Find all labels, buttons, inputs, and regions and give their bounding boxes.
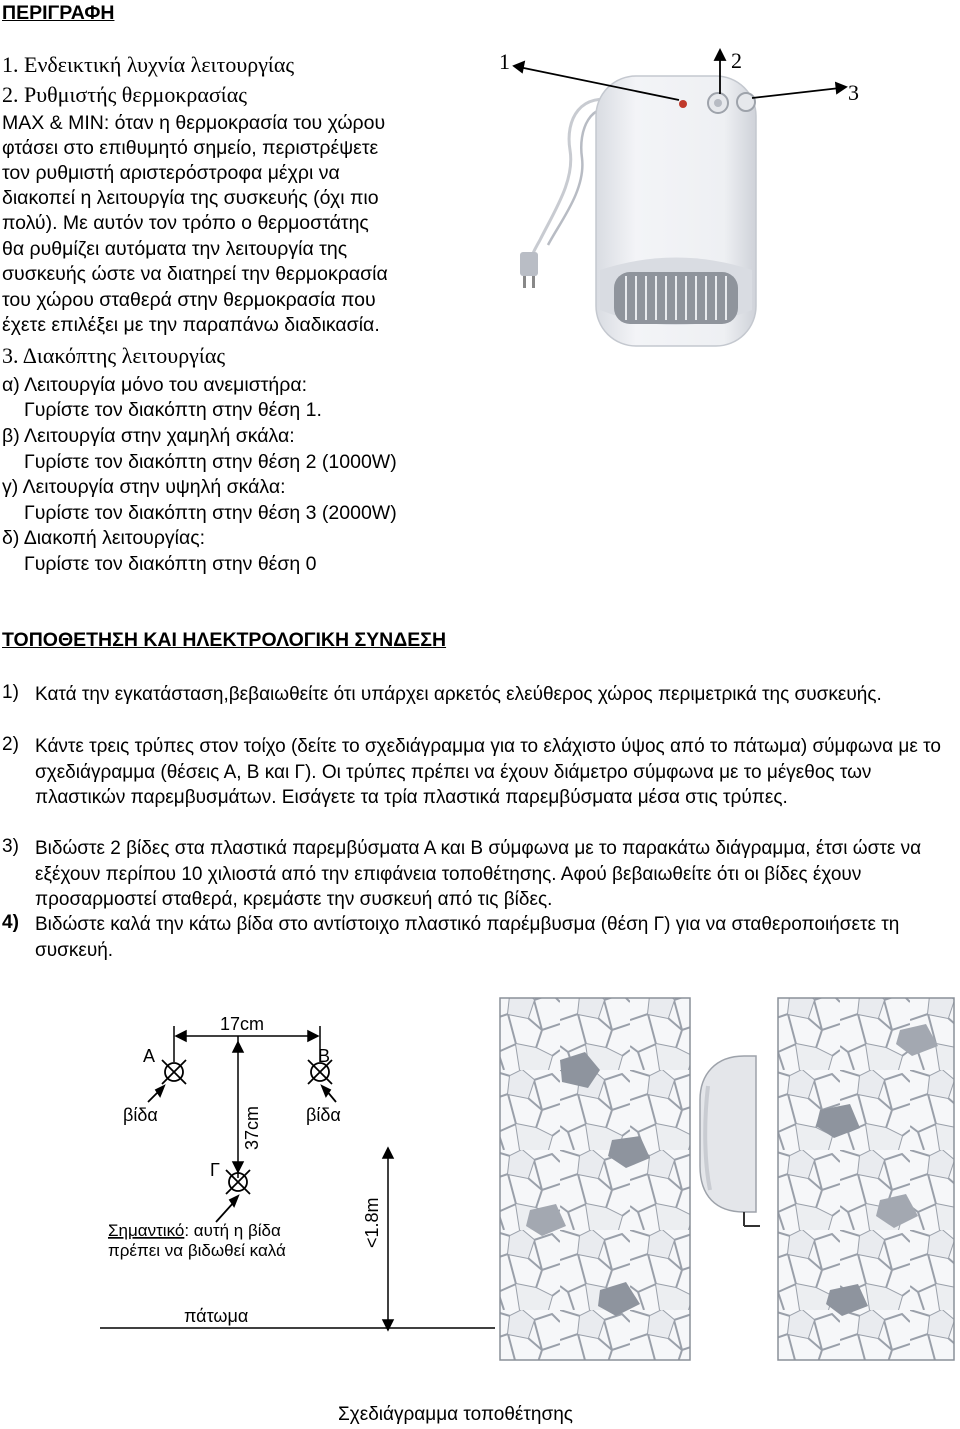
switch-line: Γυρίστε τον διακόπτη στην θέση 1. bbox=[24, 399, 322, 421]
switch-line: Γυρίστε τον διακόπτη στην θέση 3 (2000W) bbox=[24, 502, 397, 524]
important-note-line2: πρέπει να βιδωθεί καλά bbox=[108, 1241, 286, 1260]
label-g: Γ bbox=[210, 1160, 220, 1180]
thermo-line: έχετε επιλέξει με την παραπάνω διαδικασία. bbox=[2, 314, 380, 336]
indicator-lamp bbox=[679, 100, 687, 108]
dimension-height-label: <1.8m bbox=[362, 1197, 382, 1248]
thermo-line: τον ρυθμιστή αριστερόστροφα μέχρι να bbox=[2, 162, 340, 184]
screw-a-icon bbox=[148, 1060, 186, 1102]
label-b: Β bbox=[318, 1046, 331, 1066]
diagram-caption: Σχεδιάγραμμα τοποθέτησης bbox=[338, 1404, 573, 1425]
thermo-line: συσκευής ώστε να διατηρεί την θερμοκρασία bbox=[2, 263, 388, 285]
screw-b-icon bbox=[308, 1060, 336, 1102]
callout-3: 3 bbox=[848, 80, 859, 105]
dimension-vertical-label: 37cm bbox=[242, 1105, 262, 1150]
plug-icon bbox=[520, 252, 538, 288]
step-number: 4) bbox=[2, 912, 19, 933]
note-rest: : αυτή η βίδα bbox=[184, 1221, 281, 1240]
step-text: Κάντε τρεις τρύπες στον τοίχο (δείτε το σχεδιάγραμμα για το ελάχιστο ύψος από το πάτωμα) σύμφωνα με το σχεδιάγραμμα (θέσεις Α, Β και Γ). Οι τρύπες πρέπει να έχουν διάμετρο σύμφωνα με το μέγεθος των πλαστικών παρεμβυσμάτων. Εισάγετε τα τρία πλαστικά παρεμβύσματα μέσα στις τρύπες. bbox=[35, 736, 941, 808]
dimension-ab-label: 17cm bbox=[220, 1014, 265, 1034]
thermo-line: διακοπεί η λειτουργία της συσκευής (όχι πιο bbox=[2, 187, 379, 209]
floor-label: πάτωμα bbox=[184, 1306, 249, 1326]
step-number: 2) bbox=[2, 734, 19, 755]
screw-g-icon bbox=[216, 1170, 250, 1222]
item-power-switch: 3. Διακόπτης λειτουργίας bbox=[2, 343, 226, 368]
important-note bbox=[108, 1221, 281, 1240]
thermo-line: πολύ). Με αυτόν τον τρόπο ο θερμοστάτης bbox=[2, 212, 369, 234]
thermo-line: του χώρου σταθερά στην θερμοκρασία που bbox=[2, 289, 376, 311]
installation-diagram bbox=[0, 990, 960, 1370]
switch-line: γ) Λειτουργία στην υψηλή σκάλα: bbox=[2, 476, 286, 498]
switch-line: β) Λειτουργία στην χαμηλή σκάλα: bbox=[2, 425, 295, 447]
item-thermostat: 2. Ρυθμιστής θερμοκρασίας bbox=[2, 82, 247, 107]
item-indicator-lamp: 1. Ενδεικτική λυχνία λειτουργίας bbox=[2, 52, 295, 77]
switch-line: Γυρίστε τον διακόπτη στην θέση 0 bbox=[24, 553, 317, 575]
step-text: Βιδώστε 2 βίδες στα πλαστικά παρεμβύσματα Α και Β σύμφωνα με το παρακάτω διάγραμμα, έτσι ώστε να εξέχουν περίπου 10 χιλιοστά από την επιφάνεια τοποθέτησης. Αφού βεβαιωθείτε ότι οι βίδες έχουν προσαρμοστεί σταθερά, κρεμάστε την συσκευή από τις βίδες. bbox=[35, 838, 922, 910]
callout-1: 1 bbox=[499, 49, 510, 74]
switch-line: δ) Διακοπή λειτουργίας: bbox=[2, 527, 206, 549]
thermo-line: φτάσει στο επιθυμητό σημείο, περιστρέψετε bbox=[2, 137, 379, 159]
mounted-heater bbox=[700, 1056, 760, 1226]
heater-illustration bbox=[470, 40, 960, 360]
installation-heading: ΤΟΠΟΘΕΤΗΣΗ ΚΑΙ ΗΛΕΚΤΡΟΛΟΓΙΚΗ ΣΥΝΔΕΣΗ bbox=[2, 629, 447, 651]
step-text: Βιδώστε καλά την κάτω βίδα στο αντίστοιχο πλαστικό παρέμβυσμα (θέση Γ) για να σταθεροποιήσετε τη συσκευή. bbox=[35, 914, 900, 961]
note-bold: Σημαντικό bbox=[108, 1221, 185, 1240]
thermo-line: MAX & MIN: όταν η θερμοκρασία του χώρου bbox=[2, 112, 386, 134]
step-text: Κατά την εγκατάσταση,βεβαιωθείτε ότι υπάρχει αρκετός ελεύθερος χώρος περιμετρικά της συσκευής. bbox=[35, 684, 882, 705]
description-heading: ΠΕΡΙΓΡΑΦΗ bbox=[2, 2, 115, 24]
heater-body bbox=[596, 76, 756, 346]
switch-knob bbox=[737, 93, 755, 111]
fan-grille bbox=[614, 272, 738, 324]
screw-a-label: βίδα bbox=[123, 1105, 158, 1125]
screw-b-label: βίδα bbox=[306, 1105, 341, 1125]
dimension-height bbox=[383, 1148, 393, 1330]
switch-line: α) Λειτουργία μόνο του ανεμιστήρα: bbox=[2, 374, 308, 396]
step-number: 3) bbox=[2, 836, 19, 857]
callout-2: 2 bbox=[731, 48, 742, 73]
switch-line: Γυρίστε τον διακόπτη στην θέση 2 (1000W) bbox=[24, 451, 397, 473]
thermo-line: θα ρυθμίζει αυτόματα την λειτουργία της bbox=[2, 238, 348, 260]
step-number: 1) bbox=[2, 682, 19, 703]
label-a: Α bbox=[143, 1046, 156, 1066]
